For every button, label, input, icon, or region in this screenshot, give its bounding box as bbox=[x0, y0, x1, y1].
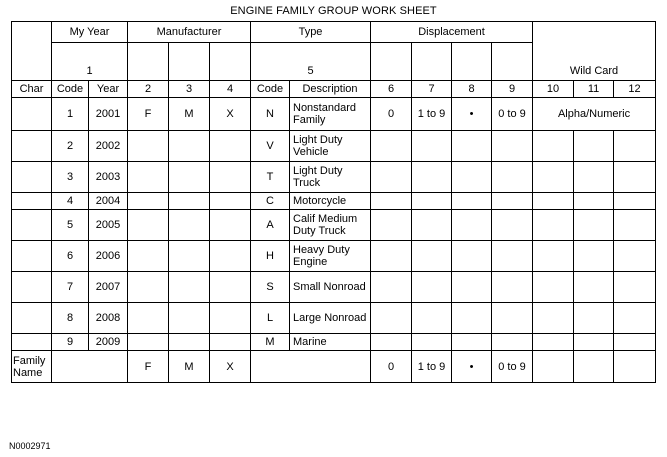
year-cell: 2002 bbox=[89, 131, 128, 162]
table-row bbox=[12, 334, 656, 351]
year-cell: 2004 bbox=[89, 193, 128, 210]
year-cell: 2003 bbox=[89, 162, 128, 193]
blank-cell bbox=[412, 43, 452, 63]
description-cell: Motorcycle bbox=[290, 193, 371, 210]
char-cell bbox=[12, 131, 52, 162]
blank-cell bbox=[128, 272, 169, 303]
blank-cell bbox=[169, 162, 210, 193]
blank-cell bbox=[52, 351, 128, 383]
char-cell bbox=[12, 241, 52, 272]
col-2-header: 2 bbox=[128, 81, 169, 98]
blank-cell bbox=[492, 210, 533, 241]
blank-cell bbox=[412, 241, 452, 272]
my-year-blank bbox=[52, 43, 128, 63]
blank-cell bbox=[371, 63, 412, 81]
code-header: Code bbox=[52, 81, 89, 98]
blank-cell bbox=[412, 162, 452, 193]
description-header: Description bbox=[290, 81, 371, 98]
blank-cell bbox=[452, 63, 492, 81]
blank-cell bbox=[492, 303, 533, 334]
blank-cell bbox=[492, 241, 533, 272]
worksheet-title: ENGINE FAMILY GROUP WORK SHEET bbox=[230, 5, 437, 17]
family-manufacturer-4-cell: X bbox=[210, 351, 251, 383]
blank-cell bbox=[533, 210, 574, 241]
type-code-cell: H bbox=[251, 241, 290, 272]
blank-cell bbox=[452, 334, 492, 351]
family-manufacturer-3-cell: M bbox=[169, 351, 210, 383]
displacement-9-cell: 0 to 9 bbox=[492, 98, 533, 131]
header-row-positions bbox=[12, 63, 656, 81]
blank-cell bbox=[210, 303, 251, 334]
year-cell: 2001 bbox=[89, 98, 128, 131]
blank-cell bbox=[574, 334, 614, 351]
year-cell: 2006 bbox=[89, 241, 128, 272]
blank-cell bbox=[574, 193, 614, 210]
family-displacement-9-cell: 0 to 9 bbox=[492, 351, 533, 383]
type-code-cell: S bbox=[251, 272, 290, 303]
col-3-header: 3 bbox=[169, 81, 210, 98]
description-cell: Light Duty Truck bbox=[290, 162, 371, 193]
col-9-header: 9 bbox=[492, 81, 533, 98]
blank-cell bbox=[452, 210, 492, 241]
blank-cell bbox=[614, 334, 656, 351]
type-blank bbox=[251, 43, 371, 63]
blank-cell bbox=[614, 162, 656, 193]
description-cell: Light Duty Vehicle bbox=[290, 131, 371, 162]
blank-cell bbox=[614, 193, 656, 210]
blank-cell bbox=[412, 63, 452, 81]
char-cell bbox=[12, 162, 52, 193]
header-row-groups bbox=[12, 22, 656, 43]
year-cell: 2007 bbox=[89, 272, 128, 303]
description-cell: Large Nonroad bbox=[290, 303, 371, 334]
blank-cell bbox=[128, 303, 169, 334]
blank-cell bbox=[574, 303, 614, 334]
year-header: Year bbox=[89, 81, 128, 98]
blank-cell bbox=[169, 303, 210, 334]
blank-cell bbox=[614, 351, 656, 383]
code-cell: 9 bbox=[52, 334, 89, 351]
blank-cell bbox=[574, 162, 614, 193]
position-5-label: 5 bbox=[251, 63, 371, 81]
blank-cell bbox=[452, 162, 492, 193]
blank-cell bbox=[210, 131, 251, 162]
blank-cell bbox=[169, 334, 210, 351]
family-displacement-6-cell: 0 bbox=[371, 351, 412, 383]
blank-cell bbox=[492, 43, 533, 63]
blank-cell bbox=[452, 43, 492, 63]
blank-cell bbox=[128, 43, 169, 63]
blank-cell bbox=[128, 131, 169, 162]
blank-cell bbox=[533, 131, 574, 162]
description-cell: Calif Medium Duty Truck bbox=[290, 210, 371, 241]
blank-cell bbox=[574, 351, 614, 383]
blank-cell bbox=[210, 162, 251, 193]
blank-cell bbox=[412, 210, 452, 241]
blank-cell bbox=[169, 210, 210, 241]
table-row bbox=[12, 98, 656, 131]
manufacturer-2-cell: F bbox=[128, 98, 169, 131]
blank-cell bbox=[533, 351, 574, 383]
blank-cell bbox=[169, 193, 210, 210]
description-cell: Small Nonroad bbox=[290, 272, 371, 303]
blank-cell bbox=[574, 210, 614, 241]
description-cell: Nonstandard Family bbox=[290, 98, 371, 131]
position-1-label: 1 bbox=[52, 63, 128, 81]
blank-cell bbox=[452, 131, 492, 162]
table-row bbox=[12, 193, 656, 210]
blank-cell bbox=[614, 210, 656, 241]
char-cell bbox=[12, 98, 52, 131]
blank-cell bbox=[492, 334, 533, 351]
type-code-cell: A bbox=[251, 210, 290, 241]
blank-cell bbox=[533, 272, 574, 303]
type-code-cell: C bbox=[251, 193, 290, 210]
code-cell: 3 bbox=[52, 162, 89, 193]
blank-cell bbox=[128, 334, 169, 351]
type-code-cell: L bbox=[251, 303, 290, 334]
code-cell: 8 bbox=[52, 303, 89, 334]
blank-cell bbox=[492, 131, 533, 162]
blank-cell bbox=[614, 303, 656, 334]
displacement-7-cell: 1 to 9 bbox=[412, 98, 452, 131]
family-manufacturer-2-cell: F bbox=[128, 351, 169, 383]
blank-cell bbox=[210, 334, 251, 351]
blank-cell bbox=[210, 63, 251, 81]
blank-cell bbox=[452, 193, 492, 210]
col-11-header: 11 bbox=[574, 81, 614, 98]
wild-card-cell: Alpha/Numeric bbox=[533, 98, 656, 131]
blank-cell bbox=[492, 63, 533, 81]
type-code-header: Code bbox=[251, 81, 290, 98]
blank-cell bbox=[533, 193, 574, 210]
blank-cell bbox=[210, 272, 251, 303]
col-12-header: 12 bbox=[614, 81, 656, 98]
blank-cell bbox=[412, 131, 452, 162]
year-cell: 2009 bbox=[89, 334, 128, 351]
blank-cell bbox=[371, 272, 412, 303]
empty-corner-cell bbox=[12, 22, 52, 81]
blank-cell bbox=[128, 63, 169, 81]
wild-card-top-cell bbox=[533, 22, 656, 63]
blank-cell bbox=[492, 162, 533, 193]
description-cell: Heavy Duty Engine bbox=[290, 241, 371, 272]
description-cell: Marine bbox=[290, 334, 371, 351]
type-code-cell: N bbox=[251, 98, 290, 131]
blank-cell bbox=[128, 210, 169, 241]
blank-cell bbox=[128, 162, 169, 193]
year-cell: 2005 bbox=[89, 210, 128, 241]
blank-cell bbox=[452, 303, 492, 334]
blank-cell bbox=[412, 272, 452, 303]
displacement-header: Displacement bbox=[371, 22, 533, 43]
blank-cell bbox=[492, 193, 533, 210]
code-cell: 7 bbox=[52, 272, 89, 303]
blank-cell bbox=[574, 241, 614, 272]
table-row bbox=[12, 272, 656, 303]
blank-cell bbox=[574, 272, 614, 303]
blank-cell bbox=[371, 193, 412, 210]
family-name-row bbox=[12, 351, 656, 383]
char-cell bbox=[12, 272, 52, 303]
col-7-header: 7 bbox=[412, 81, 452, 98]
blank-cell bbox=[614, 272, 656, 303]
char-cell bbox=[12, 210, 52, 241]
blank-cell bbox=[169, 131, 210, 162]
blank-cell bbox=[574, 131, 614, 162]
blank-cell bbox=[412, 334, 452, 351]
my-year-header: My Year bbox=[52, 22, 128, 43]
family-name-label: Family Name bbox=[12, 351, 52, 383]
type-code-cell: T bbox=[251, 162, 290, 193]
blank-cell bbox=[169, 63, 210, 81]
blank-cell bbox=[371, 303, 412, 334]
col-4-header: 4 bbox=[210, 81, 251, 98]
blank-cell bbox=[371, 334, 412, 351]
code-cell: 1 bbox=[52, 98, 89, 131]
blank-cell bbox=[128, 241, 169, 272]
blank-cell bbox=[533, 241, 574, 272]
header-row-columns bbox=[12, 81, 656, 98]
blank-cell bbox=[614, 131, 656, 162]
blank-cell bbox=[371, 131, 412, 162]
table-row bbox=[12, 241, 656, 272]
code-cell: 5 bbox=[52, 210, 89, 241]
char-cell bbox=[12, 303, 52, 334]
blank-cell bbox=[371, 210, 412, 241]
family-displacement-7-cell: 1 to 9 bbox=[412, 351, 452, 383]
blank-cell bbox=[251, 351, 371, 383]
manufacturer-4-cell: X bbox=[210, 98, 251, 131]
blank-cell bbox=[128, 193, 169, 210]
blank-cell bbox=[452, 272, 492, 303]
displacement-6-cell: 0 bbox=[371, 98, 412, 131]
table-row bbox=[12, 303, 656, 334]
code-cell: 4 bbox=[52, 193, 89, 210]
type-header: Type bbox=[251, 22, 371, 43]
type-code-cell: M bbox=[251, 334, 290, 351]
manufacturer-header: Manufacturer bbox=[128, 22, 251, 43]
wild-card-header: Wild Card bbox=[533, 63, 656, 81]
char-header: Char bbox=[12, 81, 52, 98]
manufacturer-3-cell: M bbox=[169, 98, 210, 131]
worksheet-table bbox=[11, 21, 656, 383]
family-displacement-8-cell: • bbox=[452, 351, 492, 383]
blank-cell bbox=[371, 43, 412, 63]
figure-id: N0002971 bbox=[9, 441, 51, 451]
table-row bbox=[12, 162, 656, 193]
table-row bbox=[12, 131, 656, 162]
displacement-8-cell: • bbox=[452, 98, 492, 131]
col-8-header: 8 bbox=[452, 81, 492, 98]
blank-cell bbox=[371, 241, 412, 272]
year-cell: 2008 bbox=[89, 303, 128, 334]
blank-cell bbox=[452, 241, 492, 272]
blank-cell bbox=[492, 272, 533, 303]
blank-cell bbox=[371, 162, 412, 193]
code-cell: 2 bbox=[52, 131, 89, 162]
col-6-header: 6 bbox=[371, 81, 412, 98]
code-cell: 6 bbox=[52, 241, 89, 272]
blank-cell bbox=[169, 43, 210, 63]
table-row bbox=[12, 210, 656, 241]
blank-cell bbox=[169, 272, 210, 303]
blank-cell bbox=[614, 241, 656, 272]
char-cell bbox=[12, 193, 52, 210]
char-cell bbox=[12, 334, 52, 351]
blank-cell bbox=[533, 162, 574, 193]
blank-cell bbox=[169, 241, 210, 272]
blank-cell bbox=[533, 303, 574, 334]
blank-cell bbox=[412, 193, 452, 210]
blank-cell bbox=[533, 334, 574, 351]
blank-cell bbox=[210, 43, 251, 63]
type-code-cell: V bbox=[251, 131, 290, 162]
col-10-header: 10 bbox=[533, 81, 574, 98]
blank-cell bbox=[210, 241, 251, 272]
blank-cell bbox=[210, 193, 251, 210]
blank-cell bbox=[412, 303, 452, 334]
blank-cell bbox=[210, 210, 251, 241]
